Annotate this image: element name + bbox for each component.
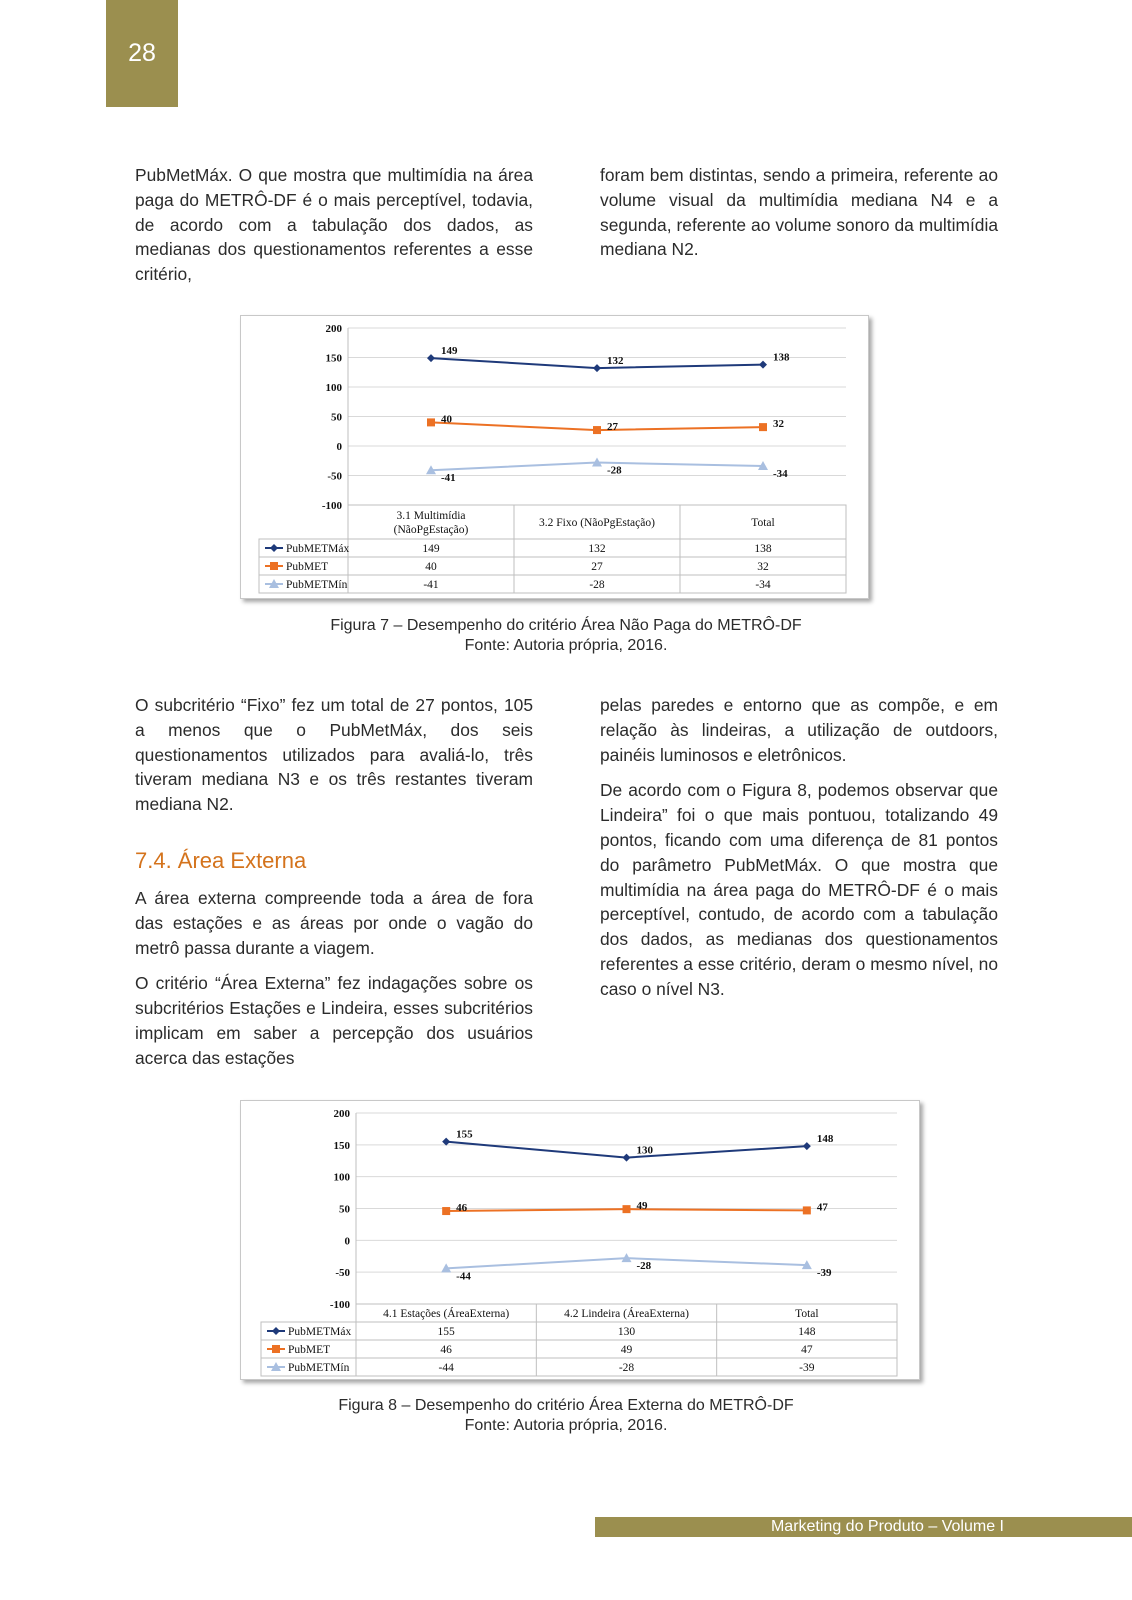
y-tick-label: 150 bbox=[325, 352, 342, 365]
y-tick-label: -100 bbox=[321, 500, 342, 512]
figure-8-source: Fonte: Autoria própria, 2016. bbox=[464, 1417, 668, 1434]
table-cell: 47 bbox=[801, 1344, 813, 1356]
top-right-column bbox=[600, 163, 998, 273]
data-label: 130 bbox=[636, 1144, 653, 1157]
paragraph: foram bem distintas, sendo a primeira, referente ao volume visual da multimídia mediana N4 e a segunda, referente ao volume sonoro da multimídia mediana N2. bbox=[600, 165, 998, 260]
paragraph: PubMetMáx. O que mostra que multimídia na área paga do METRÔ-DF é o mais perceptível, todavia, de acordo com a tabulação dos dados, as medianas dos questionamentos referentes a esse critério, bbox=[135, 165, 533, 285]
category-label: 3.2 Fixo (NãoPgEstação) bbox=[539, 517, 655, 529]
table-cell: 155 bbox=[437, 1326, 455, 1338]
data-point bbox=[803, 1142, 811, 1150]
data-label: 49 bbox=[636, 1200, 648, 1213]
figure-7-title: Figura 7 – Desempenho do critério Área Não Paga do METRÔ-DF bbox=[330, 617, 802, 634]
y-tick-label: 0 bbox=[344, 1235, 350, 1248]
legend-label: PubMET bbox=[288, 1344, 331, 1356]
category-label: (NãoPgEstação) bbox=[393, 524, 469, 536]
paragraph: De acordo com o Figura 8, podemos observar que Lindeira” foi o que mais pontuou, totalizando 49 pontos, ficando com uma diferença de 81 pontos do parâmetro PubMetMáx. O que mostra que multimídia na área paga do METRÔ-DF é o mais perceptível, contudo, de acordo com a tabulação dos dados, as medianas dos questionamentos referentes a esse critério, deram o mesmo nível, no caso o nível N3. bbox=[600, 780, 998, 999]
data-label: -41 bbox=[441, 472, 456, 485]
y-tick-label: -50 bbox=[327, 470, 342, 483]
table-cell: 148 bbox=[798, 1326, 816, 1338]
table-cell: 46 bbox=[440, 1344, 452, 1356]
category-label: Total bbox=[751, 517, 775, 529]
data-label: -44 bbox=[456, 1270, 471, 1283]
y-tick-label: 150 bbox=[333, 1139, 350, 1152]
data-point bbox=[427, 354, 435, 362]
data-label: 138 bbox=[773, 351, 790, 364]
section-heading: 7.4. Área Externa bbox=[135, 847, 307, 873]
legend-swatch-marker bbox=[270, 544, 278, 552]
table-cell: 32 bbox=[757, 561, 769, 573]
data-label: 46 bbox=[456, 1202, 468, 1215]
figure-8-svg bbox=[241, 1101, 919, 1379]
data-point bbox=[759, 423, 767, 431]
table-cell: 40 bbox=[425, 561, 437, 573]
y-tick-label: 0 bbox=[336, 441, 342, 453]
table-cell: 49 bbox=[620, 1344, 633, 1356]
page-number: 28 bbox=[128, 39, 156, 67]
data-label: 132 bbox=[607, 355, 624, 368]
paragraph: pelas paredes e entorno que as compõe, e em relação às lindeiras, a utilização de outdoors, painéis luminosos e eletrônicos. bbox=[600, 695, 998, 765]
bottom-left-column bbox=[135, 693, 533, 1082]
data-label: 32 bbox=[773, 418, 784, 431]
figure-7-source: Fonte: Autoria própria, 2016. bbox=[464, 637, 668, 654]
legend-label: PubMETMín bbox=[286, 579, 348, 591]
table-cell: -28 bbox=[589, 579, 605, 591]
legend-swatch-marker bbox=[270, 562, 278, 570]
y-tick-label: 50 bbox=[331, 411, 342, 424]
data-label: -28 bbox=[636, 1260, 652, 1273]
category-label: 4.2 Lindeira (ÁreaExterna) bbox=[564, 1308, 689, 1320]
data-label: -28 bbox=[607, 464, 622, 477]
category-label: 3.1 Multimídia bbox=[396, 510, 466, 522]
data-label: 27 bbox=[607, 421, 618, 434]
data-point bbox=[623, 1205, 631, 1213]
legend-label: PubMET bbox=[286, 561, 329, 573]
legend-label: PubMETMín bbox=[288, 1362, 350, 1374]
footer-bar bbox=[595, 1517, 1132, 1537]
data-label: 148 bbox=[816, 1133, 834, 1146]
data-label: 149 bbox=[441, 345, 458, 358]
data-point bbox=[442, 1207, 450, 1215]
legend-swatch-marker bbox=[272, 1327, 280, 1335]
footer-text: Marketing do Produto – Volume I bbox=[770, 1518, 1004, 1535]
table-cell: -28 bbox=[618, 1362, 635, 1374]
data-label: -39 bbox=[816, 1267, 832, 1280]
data-point bbox=[803, 1206, 811, 1214]
table-cell: -44 bbox=[438, 1362, 454, 1374]
data-point bbox=[427, 418, 435, 426]
figure-8-title: Figura 8 – Desempenho do critério Área Externa do METRÔ-DF bbox=[338, 1397, 794, 1414]
page-number-tab bbox=[106, 0, 178, 107]
table-cell: 130 bbox=[617, 1326, 636, 1338]
data-point bbox=[759, 361, 767, 369]
y-tick-label: -50 bbox=[335, 1267, 350, 1280]
figure-7-caption bbox=[0, 616, 1132, 656]
data-label: 40 bbox=[441, 413, 452, 426]
table-cell: -39 bbox=[799, 1362, 815, 1374]
figure-7-svg bbox=[241, 316, 868, 598]
figure-8-chart bbox=[240, 1100, 920, 1380]
y-tick-label: 100 bbox=[325, 382, 342, 394]
legend-label: PubMETMáx bbox=[288, 1326, 352, 1338]
data-point bbox=[593, 426, 601, 434]
y-tick-label: 100 bbox=[333, 1171, 350, 1184]
data-label: 155 bbox=[456, 1128, 473, 1141]
top-left-column bbox=[135, 163, 533, 298]
table-cell: 149 bbox=[422, 543, 440, 555]
category-label: 4.1 Estações (ÁreaExterna) bbox=[383, 1308, 510, 1320]
category-label: Total bbox=[795, 1308, 819, 1320]
table-cell: 132 bbox=[588, 543, 606, 555]
figure-7-chart bbox=[240, 315, 869, 599]
y-tick-label: 50 bbox=[339, 1203, 350, 1216]
legend-swatch-marker bbox=[272, 1345, 280, 1353]
y-tick-label: 200 bbox=[325, 323, 342, 335]
y-tick-label: -100 bbox=[329, 1299, 350, 1311]
table-cell: 27 bbox=[591, 561, 603, 573]
legend-label: PubMETMáx bbox=[286, 543, 350, 555]
paragraph: O subcritério “Fixo” fez um total de 27 pontos, 105 a menos que o PubMetMáx, dos seis questionamentos utilizados para avaliá-lo, três tiveram mediana N3 e os três restantes tiveram mediana N2. bbox=[135, 695, 533, 815]
paragraph: A área externa compreende toda a área de fora das estações e as áreas por onde o vagão do metrô passa durante a viagem. bbox=[135, 887, 533, 958]
data-point bbox=[623, 1154, 631, 1162]
data-label: -34 bbox=[773, 468, 788, 481]
table-cell: 138 bbox=[754, 543, 772, 555]
data-label: 47 bbox=[816, 1201, 828, 1214]
bottom-right-column bbox=[600, 693, 998, 1013]
paragraph: O critério “Área Externa” fez indagações sobre os subcritérios Estações e Lindeira, esses subcritérios implicam em saber a percepção dos usuários acerca das estações bbox=[135, 973, 533, 1068]
figure-8-caption bbox=[0, 1396, 1132, 1436]
table-cell: -41 bbox=[423, 579, 439, 591]
data-point bbox=[593, 364, 601, 372]
y-tick-label: 200 bbox=[333, 1108, 350, 1120]
table-cell: -34 bbox=[755, 579, 771, 591]
